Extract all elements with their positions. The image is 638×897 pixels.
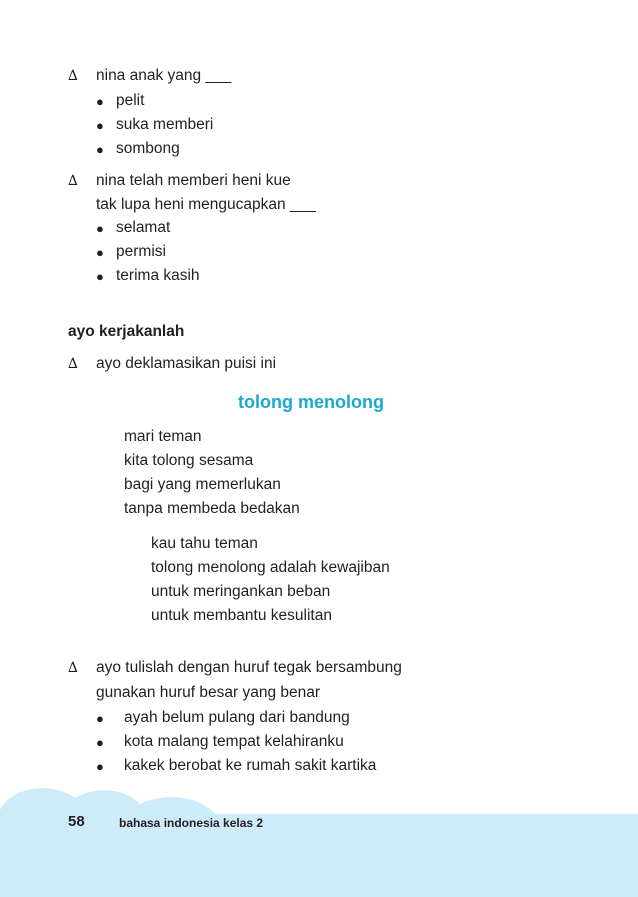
poem-line: kau tahu teman: [151, 535, 258, 552]
bullet-icon: ●: [96, 269, 104, 284]
sentence-item: kakek berobat ke rumah sakit kartika: [124, 757, 377, 774]
task-text: ayo deklamasikan puisi ini: [96, 355, 277, 372]
sentence-item: ayah belum pulang dari bandung: [124, 709, 350, 726]
poem-line: untuk meringankan beban: [151, 583, 331, 600]
option-text: pelit: [116, 92, 145, 109]
question-stem: nina telah memberi heni kue: [96, 172, 291, 189]
bullet-icon: ●: [96, 735, 104, 750]
delta-marker: ∆: [68, 173, 78, 189]
task-text: gunakan huruf besar yang benar: [96, 684, 321, 701]
bullet-icon: ●: [96, 759, 104, 774]
option-text: sombong: [116, 140, 180, 157]
bullet-icon: ●: [96, 94, 104, 109]
task-text: ayo tulislah dengan huruf tegak bersambung: [96, 659, 402, 676]
bullet-icon: ●: [96, 711, 104, 726]
bullet-icon: ●: [96, 221, 104, 236]
poem-line: untuk membantu kesulitan: [151, 607, 332, 624]
delta-marker: ∆: [68, 660, 78, 676]
poem-line: kita tolong sesama: [124, 452, 254, 469]
section-heading: ayo kerjakanlah: [68, 323, 185, 340]
poem-line: tanpa membeda bedakan: [124, 500, 300, 517]
delta-marker: ∆: [68, 356, 78, 372]
delta-marker: ∆: [68, 68, 78, 84]
footer-cloud-band: [0, 780, 638, 897]
bullet-icon: ●: [96, 118, 104, 133]
option-text: suka memberi: [116, 116, 214, 133]
poem-title: tolong menolong: [238, 392, 384, 412]
bullet-icon: ●: [96, 142, 104, 157]
bullet-icon: ●: [96, 245, 104, 260]
option-text: permisi: [116, 243, 166, 260]
poem-line: tolong menolong adalah kewajiban: [151, 559, 390, 576]
page-number: 58: [68, 813, 85, 830]
option-text: terima kasih: [116, 267, 200, 284]
book-title: bahasa indonesia kelas 2: [119, 816, 264, 830]
poem-line: bagi yang memerlukan: [124, 476, 281, 493]
poem-line: mari teman: [124, 428, 202, 445]
sentence-item: kota malang tempat kelahiranku: [124, 733, 344, 750]
option-text: selamat: [116, 219, 171, 236]
question-stem: nina anak yang ___: [96, 67, 232, 84]
question-stem: tak lupa heni mengucapkan ___: [96, 196, 316, 213]
